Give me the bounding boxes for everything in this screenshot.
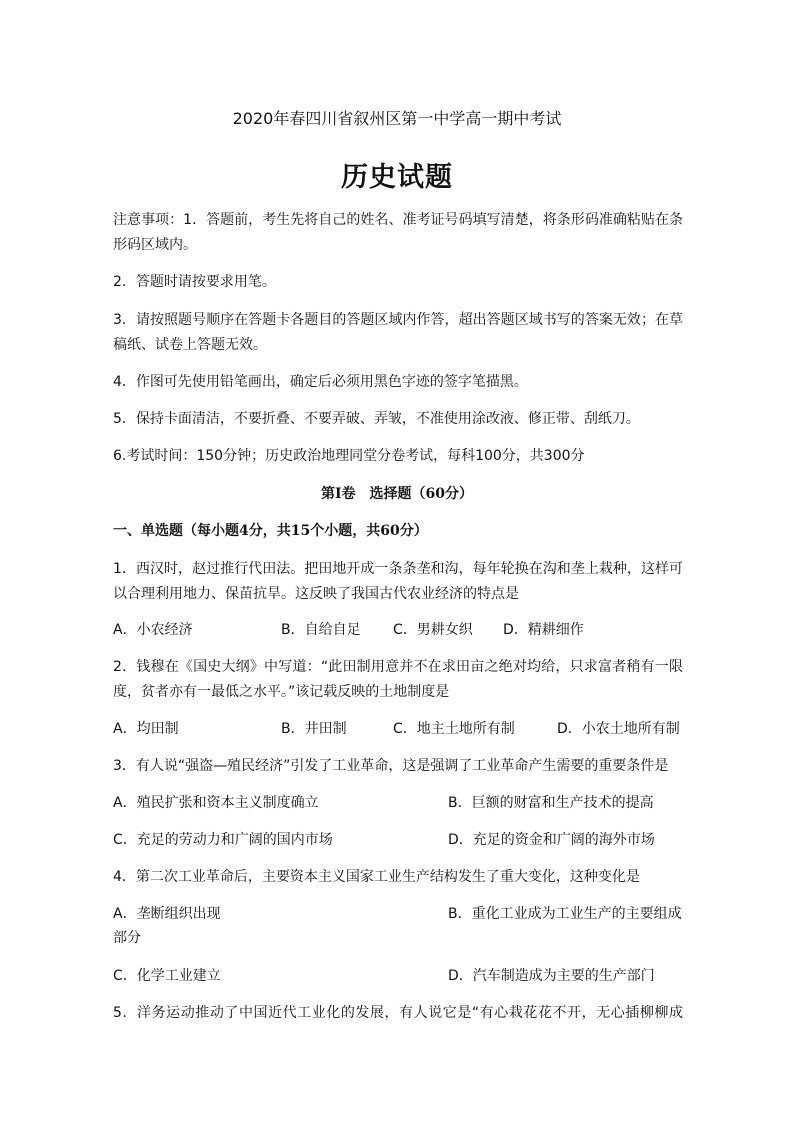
question-3-option-b: B．巨额的财富和生产技术的提高 (448, 795, 654, 811)
exam-subtitle: 2020年春四川省叙州区第一中学高一期中考试 (232, 109, 562, 128)
question-4-option-a: A．垄断组织出现 (113, 906, 221, 922)
question-1-option-b: B．自给自足 (281, 622, 361, 638)
question-2-line-1: 2．钱穆在《国史大纲》中写道：“此田制用意并不在求田亩之绝对均给，只求富者稍有一限 (113, 659, 683, 675)
notes-item-6: 6.考试时间：150分钟；历史政治地理同堂分卷考试，每科100分，共300分 (113, 448, 585, 464)
section-heading: 第Ⅰ卷 选择题（60分） (320, 486, 474, 502)
question-1-line-1: 1．西汉时，赵过推行代田法。把田地开成一条条垄和沟，每年轮换在沟和垄上栽种，这样可 (113, 561, 683, 577)
question-3-option-c: C．充足的劳动力和广阔的国内市场 (113, 832, 333, 848)
notes-line-1: 注意事项：1．答题前，考生先将自己的姓名、准考证号码填写清楚，将条形码准确粘贴在条 (113, 212, 683, 228)
question-1-line-2: 以合理利用地力、保苗抗旱。这反映了我国古代农业经济的特点是 (113, 586, 519, 602)
question-4-option-b: B．重化工业成为工业生产的主要组成 (448, 906, 682, 922)
question-3-option-d: D．充足的资金和广阔的海外市场 (448, 832, 655, 848)
question-1-option-c: C．男耕女织 (393, 622, 473, 638)
notes-item-3b: 稿纸、试卷上答题无效。 (113, 337, 267, 353)
question-4-option-d: D．汽车制造成为主要的生产部门 (448, 968, 655, 984)
exam-title: 历史试题 (341, 162, 453, 193)
question-4-option-c: C．化学工业建立 (113, 968, 221, 984)
notes-item-2: 2．答题时请按要求用笔。 (113, 274, 276, 290)
question-4-line-1: 4．第二次工业革命后，主要资本主义国家工业生产结构发生了重大变化，这种变化是 (113, 869, 640, 885)
question-2-option-a: A．均田制 (113, 721, 179, 737)
question-2-option-d: D．小农土地所有制 (557, 721, 680, 737)
question-2-option-b: B．井田制 (281, 721, 347, 737)
question-3-option-a: A．殖民扩张和资本主义制度确立 (113, 795, 319, 811)
notes-item-5: 5．保持卡面清洁，不要折叠、不要弄破、弄皱，不准使用涂改液、修正带、刮纸刀。 (113, 411, 640, 427)
notes-item-3a: 3．请按照题号顺序在答题卡各题目的答题区域内作答，超出答题区域书写的答案无效；在草 (113, 312, 683, 328)
question-3-line-1: 3．有人说“强盗—殖民经济”引发了工业革命，这是强调了工业革命产生需要的重要条件是 (113, 758, 669, 774)
section-subheading: 一、单选题（每小题4分，共15个小题，共60分） (113, 523, 428, 539)
question-2-line-2: 度，贫者亦有一最低之水平。”该记载反映的土地制度是 (113, 684, 450, 700)
question-5-line-1: 5．洋务运动推动了中国近代工业化的发展，有人说它是“有心栽花花不开，无心插柳柳成 (113, 1005, 683, 1021)
question-2-option-c: C．地主土地所有制 (393, 721, 515, 737)
question-4-option-b-continued: 部分 (113, 930, 141, 946)
question-1-option-a: A．小农经济 (113, 622, 193, 638)
notes-item-4: 4．作图可先使用铅笔画出，确定后必须用黑色字迹的签字笔描黑。 (113, 374, 528, 390)
question-1-option-d: D．精耕细作 (503, 622, 584, 638)
notes-line-1b: 形码区域内。 (113, 237, 197, 253)
